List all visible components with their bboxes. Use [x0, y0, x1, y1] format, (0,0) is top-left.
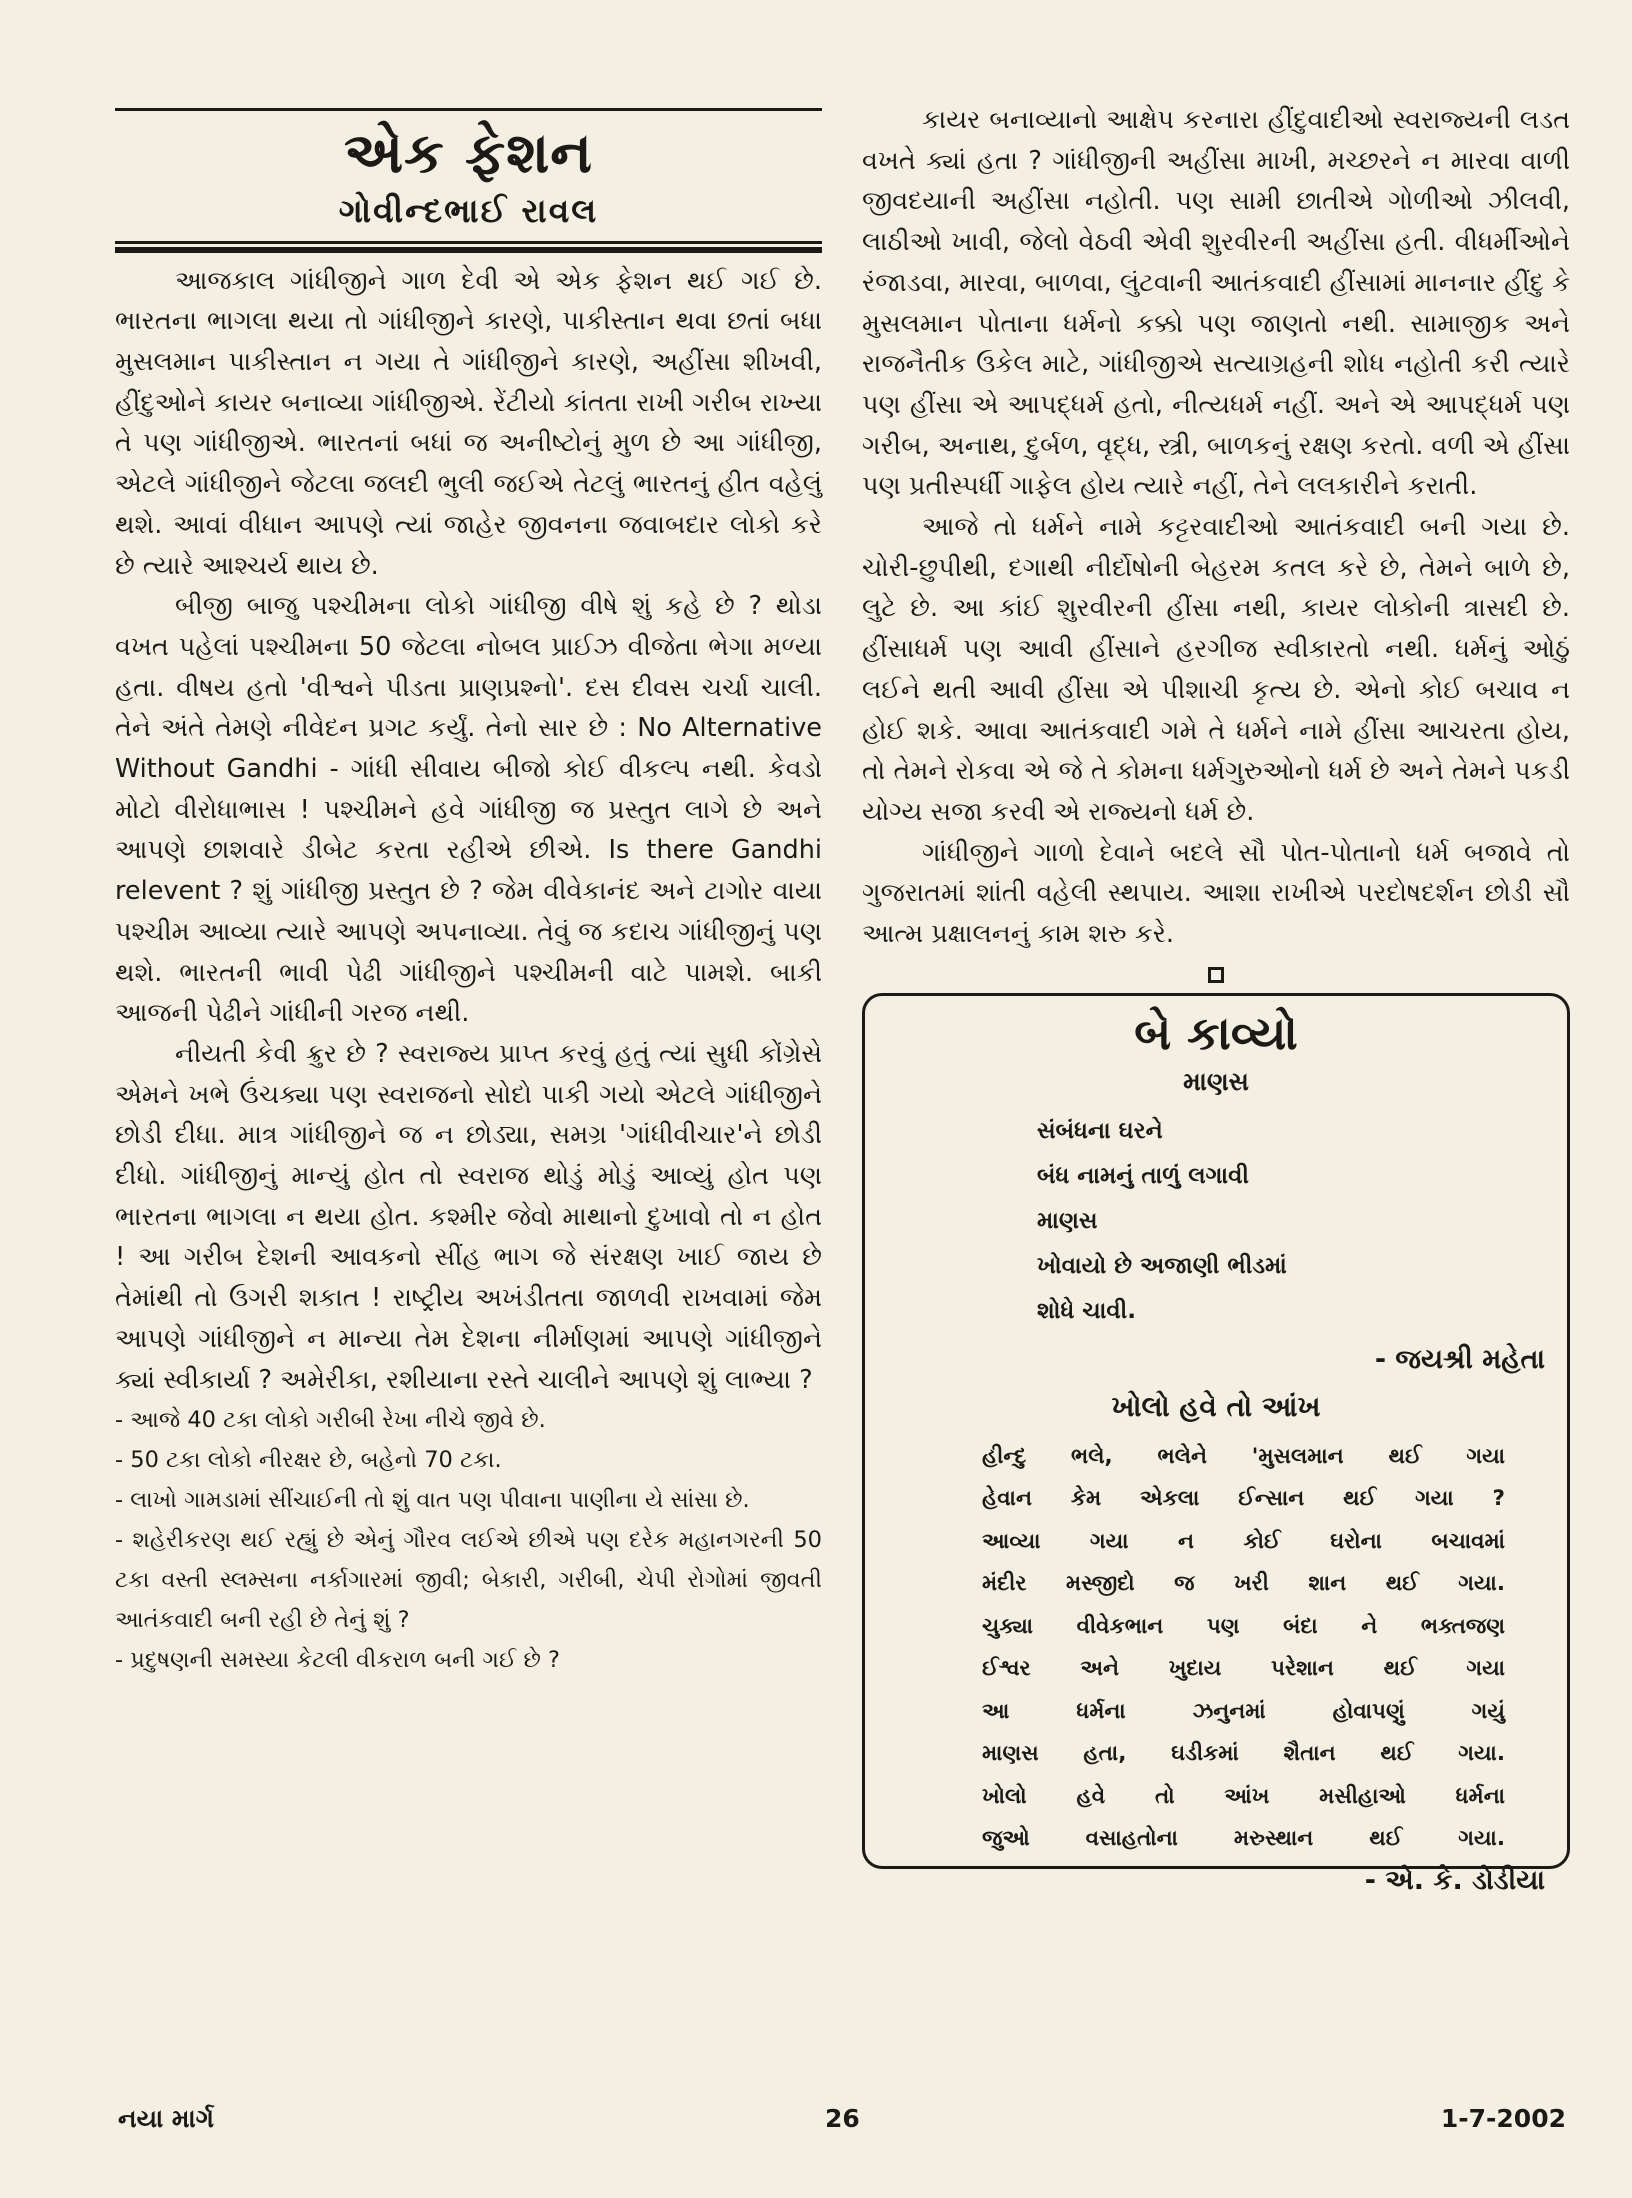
poem2-title: ખોલો હવે તો આંખ [1111, 1389, 1321, 1423]
poems-box [862, 993, 1570, 1896]
poems-box-title: બે કાવ્યો [1134, 1005, 1298, 1060]
poem-line: ચુક્યા વીવેકભાન પણ બંદા ને ભક્તજણ [982, 1613, 1505, 1639]
poem-line: હેવાન કેમ એકલા ઈન્સાન થઈ ગયા ? [982, 1486, 1505, 1512]
poem-line: ખોવાયો છે અજાણી ભીડમાં [1037, 1252, 1287, 1279]
bullet-item: - 50 ટકા લોકો નીરક્ષર છે, બહેનો 70 ટકા. [115, 1447, 502, 1474]
article-paragraph: બીજી બાજુ પશ્ચીમના લોકો ગાંધીજી વીષે શું કહે છે ? થોડા વખત પહેલાં પશ્ચીમના 50 જેટલા નોબલ પ્રાઈઝ વીજેતા ભેગા મળ્યા હતા. વીષય હતો 'વીશ્વને પીડતા પ્રાણપ્રશ્નો'. દસ દીવસ ચર્ચા ચાલી. તેને અંતે તેમણે નીવેદન પ્રગટ કર્યું. તેનો સાર છે : No Alternative Without Gandhi - ગાંધી સીવાય બીજો કોઈ વીકલ્પ નથી. કેવડો મોટો વીરોધાભાસ ! પશ્ચીમને હવે ગાંધીજી જ પ્રસ્તુત લાગે છે અને આપણે છાશવારે ડીબેટ કરતા રહીએ છીએ. Is there Gandhi relevent ? શું ગાંધીજી પ્રસ્તુત છે ? જેમ વીવેકાનંદ અને ટાગોર વાયા પશ્ચીમ આવ્યા ત્યારે આપણે અપનાવ્યા. તેવું જ કદાચ ગાંધીજીનું પણ થશે. ભારતની ભાવી પેઢી ગાંધીજીને પશ્ચીમની વાટે પામશે. બાકી આજની પેઢીને ગાંધીની ગરજ નથી. [115, 591, 822, 1029]
poem2-lines [887, 1436, 1545, 1861]
article-paragraph: આજે તો ધર્મને નામે કટ્ટરવાદીઓ આતંકવાદી બની ગયા છે. ચોરી-છુપીથી, દગાથી નીર્દોષોની બેહરમ કતલ કરે છે, તેમને બાળે છે, લુટે છે. આ કાંઈ શુરવીરની હીંસા નથી, કાયર લોકોની ત્રાસદી છે. હીંસાધર્મ પણ આવી હીંસાને હરગીજ સ્વીકારતો નથી. ધર્મનું ઓઠું લઈને થતી આવી હીંસા એ પીશાચી કૃત્ય છે. એનો કોઈ બચાવ ન હોઈ શકે. આવા આતંકવાદી ગમે તે ધર્મને નામે હીંસા આચરતા હોય, તો તેમને રોકવા એ જે તે કોમના ધર્મગુરુઓનો ધર્મ છે અને તેમને પકડી યોગ્ય સજા કરવી એ રાજ્યનો ધર્મ છે. [862, 512, 1570, 827]
poem-line: ઈશ્વર અને ખુદાય પરેશાન થઈ ગયા [982, 1656, 1505, 1682]
poem-line: આ ધર્મના ઝનુનમાં હોવાપણું ગયું [982, 1698, 1505, 1724]
poem-line: સંબંધના ઘરને [1037, 1117, 1163, 1144]
footer-magazine-name: નયા માર્ગ [118, 2104, 214, 2133]
end-mark-icon [1208, 967, 1224, 983]
left-column [115, 108, 822, 1680]
article-paragraph: આજકાલ ગાંધીજીને ગાળ દેવી એ એક ફેશન થઈ ગઈ છે. ભારતના ભાગલા થયા તો ગાંધીજીને કારણે, પાકીસ્તાન થવા છતાં બધા મુસલમાન પાકીસ્તાન ન ગયા તે ગાંધીજીને કારણે, અહીંસા શીખવી, હીંદુઓને કાયર બનાવ્યા ગાંધીજીએ. રેંટીયો કાંતતા રાખી ગરીબ રાખ્યા તે પણ ગાંધીજીએ. ભારતનાં બધાં જ અનીષ્ટોનું મુળ છે આ ગાંધીજી, એટલે ગાંધીજીને જેટલા જલદી ભુલી જઈએ તેટલું ભારતનું હીત વહેલું થશે. આવાં વીધાન આપણે ત્યાં જાહેર જીવનના જવાબદાર લોકો કરે છે ત્યારે આશ્ચર્ય થાય છે. [115, 265, 822, 581]
footer-date: 1-7-2002 [1440, 2104, 1566, 2133]
poem-line: હીન્દુ ભલે, ભલેને 'મુસલમાન થઈ ગયા [982, 1443, 1505, 1469]
footer-page-number: 26 [825, 2104, 860, 2133]
top-rule [115, 108, 822, 111]
article-paragraph: નીયતી કેવી ક્રુર છે ? સ્વરાજ્ય પ્રાપ્ત કરવું હતું ત્યાં સુધી કોંગ્રેસે એમને ખભે ઉંચક્યા પણ સ્વરાજનો સોદો પાકી ગયો એટલે ગાંધીજીને છોડી દીધા. માત્ર ગાંધીજીને જ ન છોડ્યા, સમગ્ર 'ગાંધીવીચાર'ને છોડી દીધો. ગાંધીજીનું માન્યું હોત તો સ્વરાજ થોડું મોડું આવ્યું હોત પણ ભારતના ભાગલા ન થયા હોત. કશ્મીર જેવો માથાનો દુખાવો તો ન હોત ! આ ગરીબ દેશની આવકનો સીંહ ભાગ જે સંરક્ષણ ખાઈ જાય છે તેમાંથી તો ઉગરી શકાત ! રાષ્ટ્રીય અખંડીતતા જાળવી રાખવામાં જેમ આપણે ગાંધીજીને ન માન્યા તેમ દેશના નીર્માણમાં આપણે ગાંધીજીને ક્યાં સ્વીકાર્યા ? અમેરીકા, રશીયાના રસ્તે ચાલીને આપણે શું લાભ્યા ? [115, 1038, 822, 1395]
poem1-poet: - જયશ્રી મહેતા [1374, 1343, 1545, 1375]
poem-line: બંધ નામનું તાળું લગાવી [1037, 1162, 1249, 1189]
poem-line: માણસ હતા, ઘડીકમાં શૈતાન થઈ ગયા. [982, 1741, 1505, 1767]
poem-line: શોધે ચાવી. [1037, 1297, 1136, 1324]
title-rule-thin [115, 241, 822, 244]
article-paragraph: કાયર બનાવ્યાનો આક્ષેપ કરનારા હીંદુવાદીઓ સ્વરાજ્યની લડત વખતે ક્યાં હતા ? ગાંધીજીની અહીંસા માખી, મચ્છરને ન મારવા વાળી જીવદયાની અહીંસા નહોતી. પણ સામી છાતીએ ગોળીઓ ઝીલવી, લાઠીઓ ખાવી, જેલો વેઠવી એવી શુરવીરની અહીંસા હતી. વીધર્મીઓને રંજાડવા, મારવા, બાળવા, લુંટવાની આતંકવાદી હીંસામાં માનનાર હીંદુ કે મુસલમાન પોતાના ધર્મનો કક્કો પણ જાણતો નથી. સામાજીક અને રાજનૈતીક ઉકેલ માટે, ગાંધીજીએ સત્યાગ્રહની શોધ નહોતી કરી ત્યારે પણ હીંસા એ આપદ્ધર્મ હતો, નીત્યધર્મ નહીં. અને એ આપદ્ધર્મ પણ ગરીબ, અનાથ, દુર્બળ, વૃદ્ધ, સ્ત્રી, બાળકનું રક્ષણ કરતો. વળી એ હીંસા પણ પ્રતીસ્પર્ધી ગાફેલ હોય ત્યારે નહીં, તેને લલકારીને કરાતી. [862, 105, 1570, 502]
right-column [862, 100, 1570, 1896]
poem1-lines [887, 1109, 1545, 1334]
poem-line: માણસ [1037, 1207, 1098, 1234]
bullet-item: - લાખો ગામડામાં સીંચાઈની તો શું વાત પણ પીવાના પાણીના યે સાંસા છે. [115, 1487, 750, 1514]
article-title: એક ફેશન [344, 121, 593, 186]
bullet-item: - આજે 40 ટકા લોકો ગરીબી રેખા નીચે જીવે છે. [115, 1407, 546, 1434]
article-author: ગોવીન્દભાઈ રાવલ [338, 190, 599, 230]
poem-line: આવ્યા ગયા ન કોઈ ઘરોના બચાવમાં [982, 1528, 1505, 1554]
article-paragraph: ગાંધીજીને ગાળો દેવાને બદલે સૌ પોત-પોતાનો ધર્મ બજાવે તો ગુજરાતમાં શાંતી વહેલી સ્થપાય. આશા રાખીએ પરદોષદર્શન છોડી સૌ આત્મ પ્રક્ષાલનનું કામ શરુ કરે. [862, 837, 1570, 950]
poem2-poet: - એ. કે. ડોડીયા [1364, 1864, 1545, 1896]
bullet-item: - પ્રદુષણની સમસ્યા કેટલી વીકરાળ બની ગઈ છે ? [115, 1647, 560, 1674]
bullet-item: - શહેરીકરણ થઈ રહ્યું છે એનું ગૌરવ લઈએ છીએ પણ દરેક મહાનગરની 50 ટકા વસ્તી સ્લમ્સના નર્કાગારમાં જીવી; બેકારી, ગરીબી, ચેપી રોગોમાં જીવતી આતંકવાદી બની રહી છે તેનું શું ? [115, 1527, 822, 1634]
poem-line: મંદીર મસ્જીદો જ ખરી શાન થઈ ગયા. [982, 1571, 1505, 1597]
poem1-title: માણસ [1183, 1066, 1249, 1096]
poem-line: ખોલો હવે તો આંખ મસીહાઓ ધર્મના [982, 1783, 1505, 1809]
poem-line: જુઓ વસાહતોના મરુસ્થાન થઈ ગયા. [982, 1826, 1505, 1852]
